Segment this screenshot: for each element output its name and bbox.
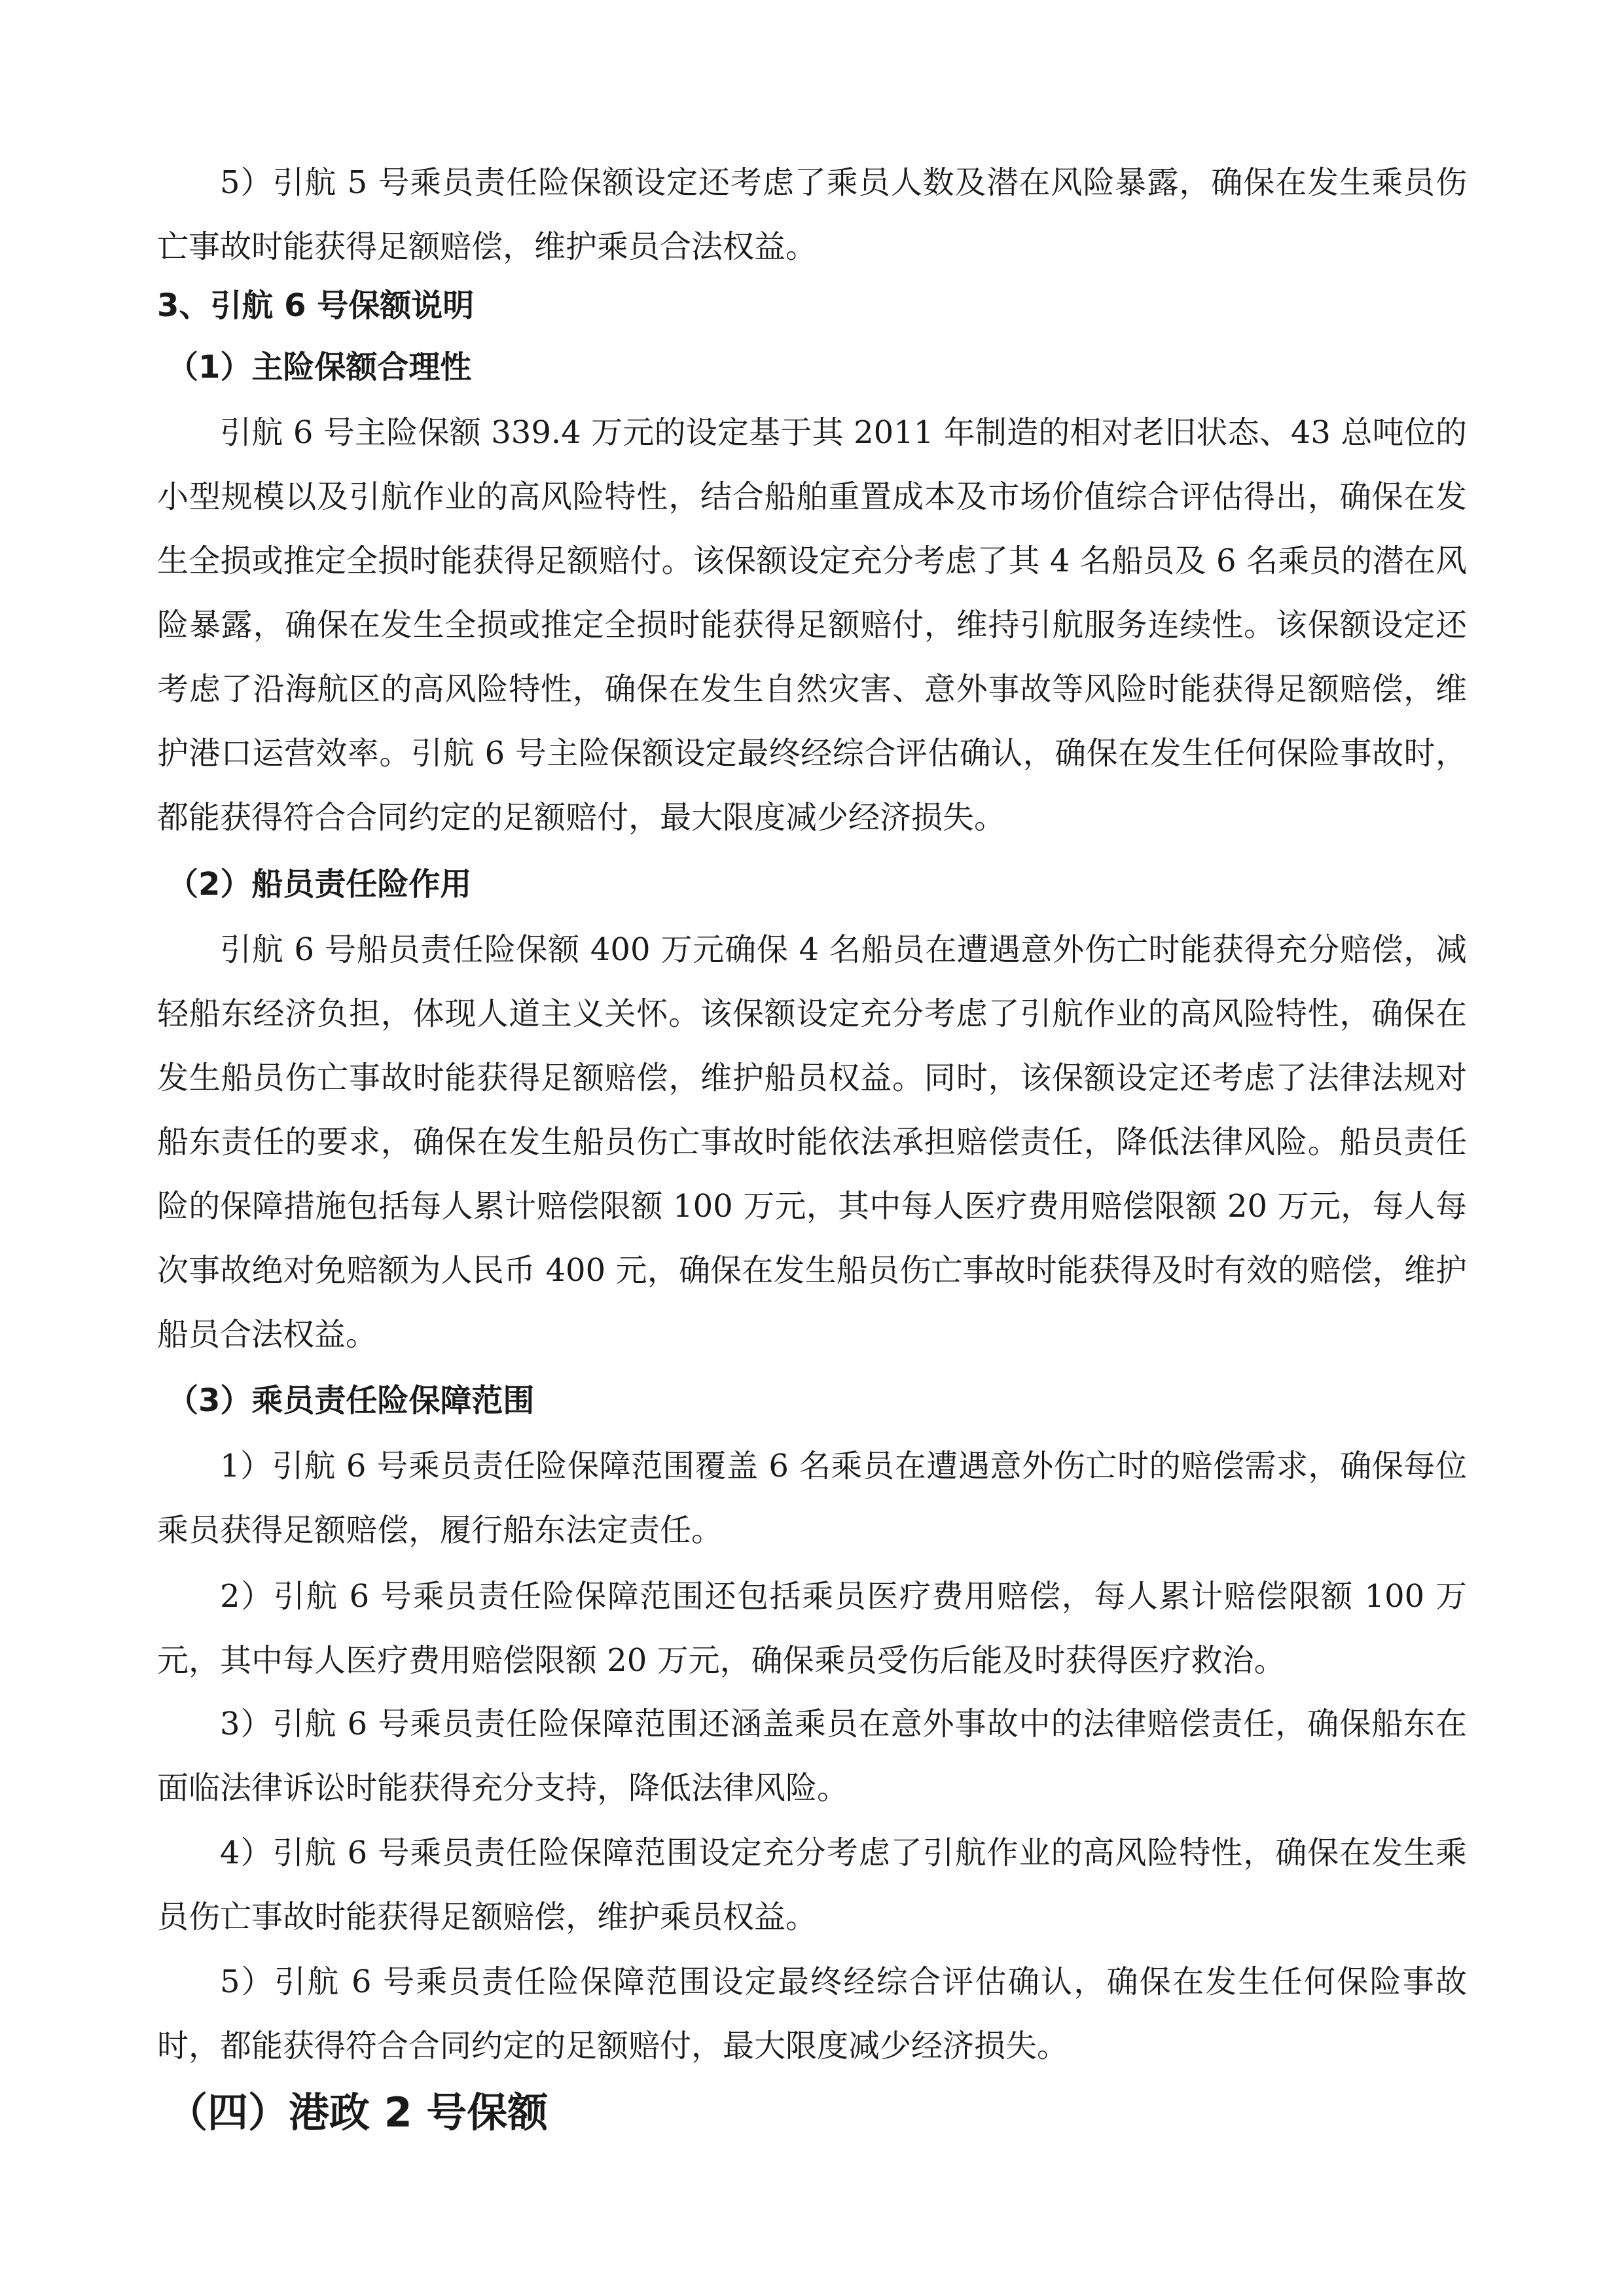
paragraph-passenger-item2: 2）引航 6 号乘员责任险保障范围还包括乘员医疗费用赔偿，每人累计赔偿限额 100 万元，其中每人医疗费用赔偿限额 20 万元，确保乘员受伤后能及时获得医疗救治。 (157, 1578, 1467, 1679)
paragraph-passenger-item5: 5）引航 6 号乘员责任险保障范围设定最终经综合评估确认，确保在发生任何保险事故时，都能获得符合合同约定的足额赔付，最大限度减少经济损失。 (157, 1964, 1467, 2064)
paragraph-passenger-item3: 3）引航 6 号乘员责任险保障范围还涵盖乘员在意外事故中的法律赔偿责任，确保船东在面临法律诉讼时能获得充分支持，降低法律风险。 (157, 1706, 1467, 1806)
paragraph-crew-liability: 引航 6 号船员责任险保额 400 万元确保 4 名船员在遭遇意外伤亡时能获得充分赔偿，减轻船东经济负担，体现人道主义关怀。该保额设定充分考虑了引航作业的高风险特性，确保在发生船员伤亡事故时能获得足额赔偿，维护船员权益。同时，该保额设定还考虑了法律法规对船东责任的要求，确保在发生船员伤亡事故时能依法承担赔偿责任，降低法律风险。船员责任险的保障措施包括每人累计赔偿限额 100 万元，其中每人医疗费用赔偿限额 20 万元，每人每次事故绝对免赔额为人民币 400 元，确保在发生船员伤亡事故时能获得及时有效的赔偿，维护船员合法权益。 (157, 931, 1467, 1353)
heading-yinhang6-amount: 3、引航 6 号保额说明 (157, 287, 475, 324)
paragraph-yinhang5-item5: 5）引航 5 号乘员责任险保额设定还考虑了乘员人数及潜在风险暴露，确保在发生乘员伤亡事故时能获得足额赔偿，维护乘员合法权益。 (157, 164, 1467, 265)
paragraph-passenger-item4: 4）引航 6 号乘员责任险保障范围设定充分考虑了引航作业的高风险特性，确保在发生乘员伤亡事故时能获得足额赔偿，维护乘员权益。 (157, 1835, 1467, 1935)
paragraph-passenger-item1: 1）引航 6 号乘员责任险保障范围覆盖 6 名乘员在遭遇意外伤亡时的赔偿需求，确保每位乘员获得足额赔偿，履行船东法定责任。 (157, 1448, 1467, 1549)
heading-passenger-liability: （3）乘员责任险保障范围 (167, 1382, 535, 1419)
heading-main-insurance: （1）主险保额合理性 (167, 349, 472, 386)
heading-gangzheng2-amount: （四）港政 2 号保额 (167, 2089, 549, 2136)
paragraph-main-insurance: 引航 6 号主险保额 339.4 万元的设定基于其 2011 年制造的相对老旧状态、43 总吨位的小型规模以及引航作业的高风险特性，结合船舶重置成本及市场价值综合评估得出，确保在发生全损或推定全损时能获得足额赔付。该保额设定充分考虑了其 4 名船员及 6 名乘员的潜在风险暴露，确保在发生全损或推定全损时能获得足额赔付，维持引航服务连续性。该保额设定还考虑了沿海航区的高风险特性，确保在发生自然灾害、意外事故等风险时能获得足额赔偿，维护港口运营效率。引航 6 号主险保额设定最终经综合评估确认，确保在发生任何保险事故时，都能获得符合合同约定的足额赔付，最大限度减少经济损失。 (157, 414, 1467, 836)
heading-crew-liability: （2）船员责任险作用 (167, 866, 472, 903)
